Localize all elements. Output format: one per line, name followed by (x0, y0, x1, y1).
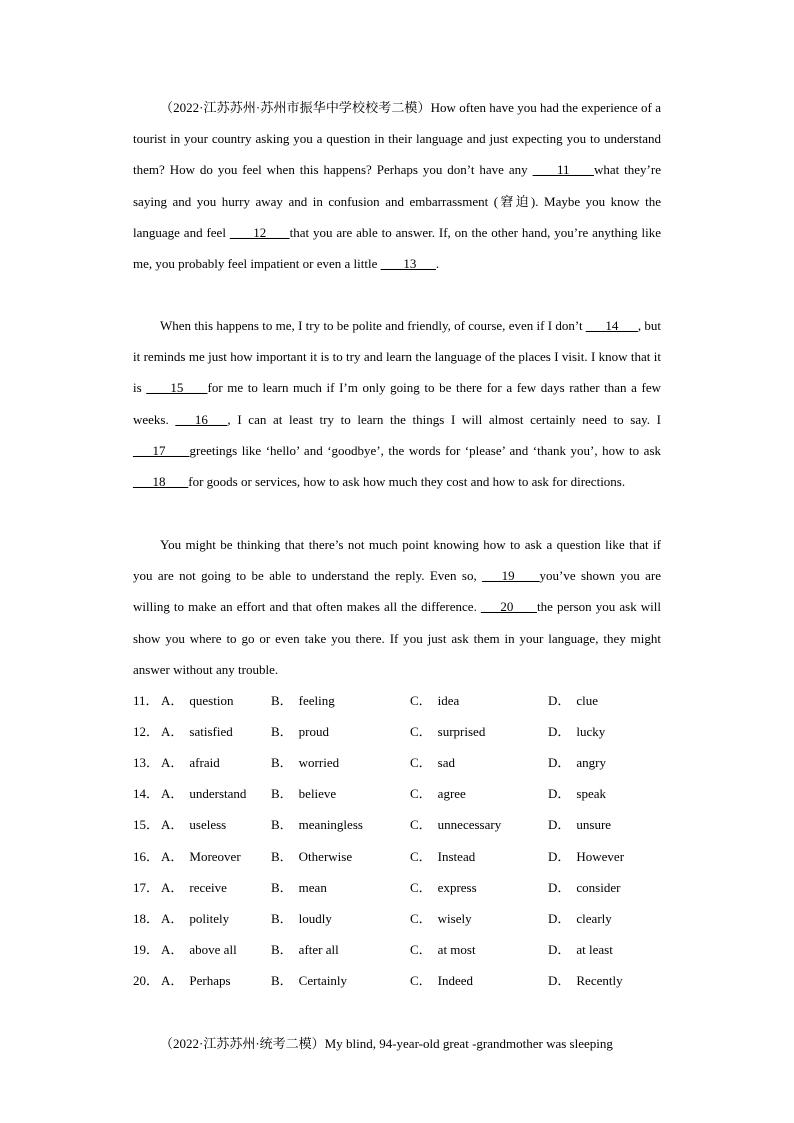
option-d (548, 778, 606, 809)
option-letter: C． (410, 910, 432, 926)
option-letter: B． (271, 848, 293, 864)
option-d (548, 965, 623, 996)
option-a (161, 934, 237, 965)
option-text: lucky (576, 724, 606, 740)
option-d (548, 809, 611, 840)
option-a (161, 809, 226, 840)
option-d (548, 903, 612, 934)
option-b (271, 716, 329, 747)
passage-paragraph-2: When this happens to me, I try to be polite and friendly, of course, even if I don’t ___14___, but it reminds me just how important it is to try and learn the language of the places I visit. I know that it is ___15___ for me to learn much if I’m only going to be there for a few days rather than a few weeks. ___16___, I can at least try to learn the things I will almost certainly need to say. I ___17___ greetings like ‘hello’ and ‘goodbye’, the words for ‘please’ and ‘thank you’, how to ask ___18___ for goods or services, how to ask how much they cost and how to ask for directions. (133, 318, 662, 490)
option-text: understand (189, 786, 247, 802)
question-number: 16． (133, 848, 160, 864)
question-number: 11． (133, 693, 159, 708)
option-letter: B． (271, 755, 293, 771)
option-d (548, 872, 620, 903)
question-number: 13． (133, 755, 160, 771)
option-c (410, 716, 485, 747)
option-b (271, 685, 335, 716)
option-letter: B． (271, 972, 293, 988)
option-letter: B． (271, 817, 293, 833)
option-letter: C． (410, 817, 432, 833)
option-letter: D． (548, 879, 571, 895)
option-b (271, 841, 352, 872)
question-number: 14． (133, 786, 160, 802)
option-a (161, 903, 229, 934)
question-row (133, 965, 661, 996)
option-text: unnecessary (437, 817, 502, 833)
option-text: sad (437, 755, 456, 771)
option-text: unsure (576, 817, 612, 833)
option-text: Instead (437, 848, 476, 864)
option-d (548, 716, 605, 747)
blank-11: ___11___ (532, 162, 594, 178)
option-letter: C． (410, 724, 432, 740)
blank-20: ___20___ (480, 599, 538, 615)
option-text: speak (576, 786, 606, 802)
option-letter: D． (548, 693, 571, 708)
option-text: consider (576, 879, 621, 895)
blank-19: ___19___ (482, 568, 540, 584)
option-letter: B． (271, 693, 293, 708)
option-text: meaningless (298, 817, 363, 833)
option-c (410, 747, 455, 778)
passage-2-intro: （2022·江苏苏州·统考二模）My blind, 94-year-old great -grandmother was sleeping (160, 1036, 613, 1051)
option-letter: D． (548, 848, 571, 864)
option-letter: A． (161, 879, 184, 895)
option-letter: A． (161, 941, 184, 957)
blank-17: ___17___ (133, 442, 190, 458)
option-text: after all (298, 941, 339, 957)
option-text: express (437, 879, 477, 895)
option-letter: C． (410, 848, 432, 864)
question-number: 18． (133, 910, 160, 926)
blank-14: ___14___ (585, 318, 638, 333)
option-a (161, 716, 233, 747)
option-letter: A． (161, 693, 184, 708)
option-letter: A． (161, 910, 184, 926)
question-row (133, 747, 661, 778)
option-a (161, 747, 220, 778)
option-letter: B． (271, 786, 293, 802)
option-text: agree (437, 786, 466, 802)
option-d (548, 934, 613, 965)
option-text: useless (189, 817, 227, 833)
option-letter: A． (161, 724, 184, 740)
option-a (161, 685, 233, 716)
option-b (271, 809, 363, 840)
question-number: 20． (133, 972, 160, 988)
option-b (271, 778, 336, 809)
option-letter: D． (548, 724, 571, 740)
option-text: believe (298, 786, 337, 802)
question-number: 19． (133, 941, 160, 957)
option-b (271, 903, 332, 934)
option-text: above all (189, 941, 237, 957)
option-letter: B． (271, 879, 293, 895)
option-letter: A． (161, 786, 184, 802)
source-label: （2022·江苏苏州·统考二模） (160, 1036, 325, 1051)
option-d (548, 747, 606, 778)
option-text: clue (576, 693, 599, 708)
question-row (133, 685, 661, 716)
option-text: loudly (298, 910, 332, 926)
option-c (410, 872, 477, 903)
option-text: at most (437, 941, 476, 957)
blank-12: ___12___ (229, 224, 290, 240)
option-letter: B． (271, 724, 293, 740)
option-text: clearly (576, 910, 612, 926)
option-letter: A． (161, 817, 184, 833)
option-c (410, 903, 472, 934)
source-label: （2022·江苏苏州·苏州市振华中学校校考二模） (160, 100, 431, 115)
blank-16: ___16___ (175, 411, 228, 427)
question-row (133, 716, 661, 747)
option-b (271, 872, 327, 903)
passage-paragraph-1: （2022·江苏苏州·苏州市振华中学校校考二模）How often have you had the experience of a tourist in your country asking you a question in their language and just expecting you to understand them? How do you feel when this happens? Perhaps you don’t have any ___11___ what they’re saying and you hurry away and in confusion and embarrassment (窘迫). Maybe you know the language and feel ___12___ that you are able to answer. If, on the other hand, you’re anything like me, you probably feel impatient or even a little ___13___. (133, 100, 661, 272)
option-letter: D． (548, 941, 571, 957)
option-text: afraid (189, 755, 220, 771)
option-text: feeling (298, 693, 335, 708)
option-letter: C． (410, 755, 432, 771)
option-text: Moreover (189, 848, 241, 864)
option-a (161, 841, 241, 872)
option-text: worried (298, 755, 340, 771)
option-letter: D． (548, 786, 571, 802)
passage-paragraph-3: You might be thinking that there’s not much point knowing how to ask a question like that if you are not going to be able to understand the reply. Even so, ___19___ you’ve shown you are willing to make an effort and that often makes all the difference. ___20___ the person you ask will show you where to go or even take you there. If you just ask them in your language, they might answer without any trouble. (133, 537, 662, 677)
option-d (548, 685, 598, 716)
option-letter: D． (548, 910, 571, 926)
option-letter: C． (410, 786, 432, 802)
option-letter: D． (548, 755, 571, 771)
option-letter: C． (410, 941, 432, 957)
question-number: 17． (133, 879, 160, 895)
option-c (410, 685, 459, 716)
question-number: 12． (133, 724, 160, 740)
option-letter: D． (548, 817, 571, 833)
option-text: Recently (576, 972, 623, 988)
option-letter: A． (161, 848, 184, 864)
question-row (133, 872, 661, 903)
option-letter: C． (410, 879, 432, 895)
option-text: mean (298, 879, 327, 895)
option-c (410, 965, 473, 996)
option-letter: A． (161, 755, 184, 771)
option-c (410, 809, 501, 840)
question-row (133, 903, 661, 934)
option-c (410, 934, 476, 965)
option-text: angry (576, 755, 606, 771)
option-text: Indeed (437, 972, 474, 988)
question-number: 15． (133, 817, 160, 833)
option-letter: A． (161, 972, 184, 988)
option-b (271, 934, 339, 965)
option-text: Otherwise (298, 848, 353, 864)
question-row (133, 841, 661, 872)
option-text: proud (298, 724, 330, 740)
option-text: question (189, 693, 234, 708)
option-letter: B． (271, 941, 293, 957)
option-text: surprised (437, 724, 486, 740)
question-row (133, 809, 661, 840)
option-text: idea (437, 693, 460, 708)
option-text: Certainly (298, 972, 348, 988)
option-letter: D． (548, 972, 571, 988)
option-c (410, 778, 466, 809)
option-letter: C． (410, 972, 432, 988)
option-letter: C． (410, 693, 432, 708)
option-b (271, 747, 339, 778)
option-b (271, 965, 347, 996)
blank-15: ___15___ (146, 380, 208, 396)
option-a (161, 965, 231, 996)
blank-18: ___18___ (133, 474, 189, 490)
option-text: politely (189, 910, 230, 926)
option-a (161, 872, 227, 903)
option-d (548, 841, 624, 872)
option-c (410, 841, 475, 872)
option-text: However (576, 848, 625, 864)
question-row (133, 778, 661, 809)
option-text: wisely (437, 910, 472, 926)
option-text: satisfied (189, 724, 233, 740)
blank-13: ___13___ (380, 256, 436, 272)
question-row (133, 934, 661, 965)
option-a (161, 778, 246, 809)
option-letter: B． (271, 910, 293, 926)
option-text: Perhaps (189, 972, 231, 988)
option-text: receive (189, 879, 227, 895)
option-text: at least (576, 941, 613, 957)
